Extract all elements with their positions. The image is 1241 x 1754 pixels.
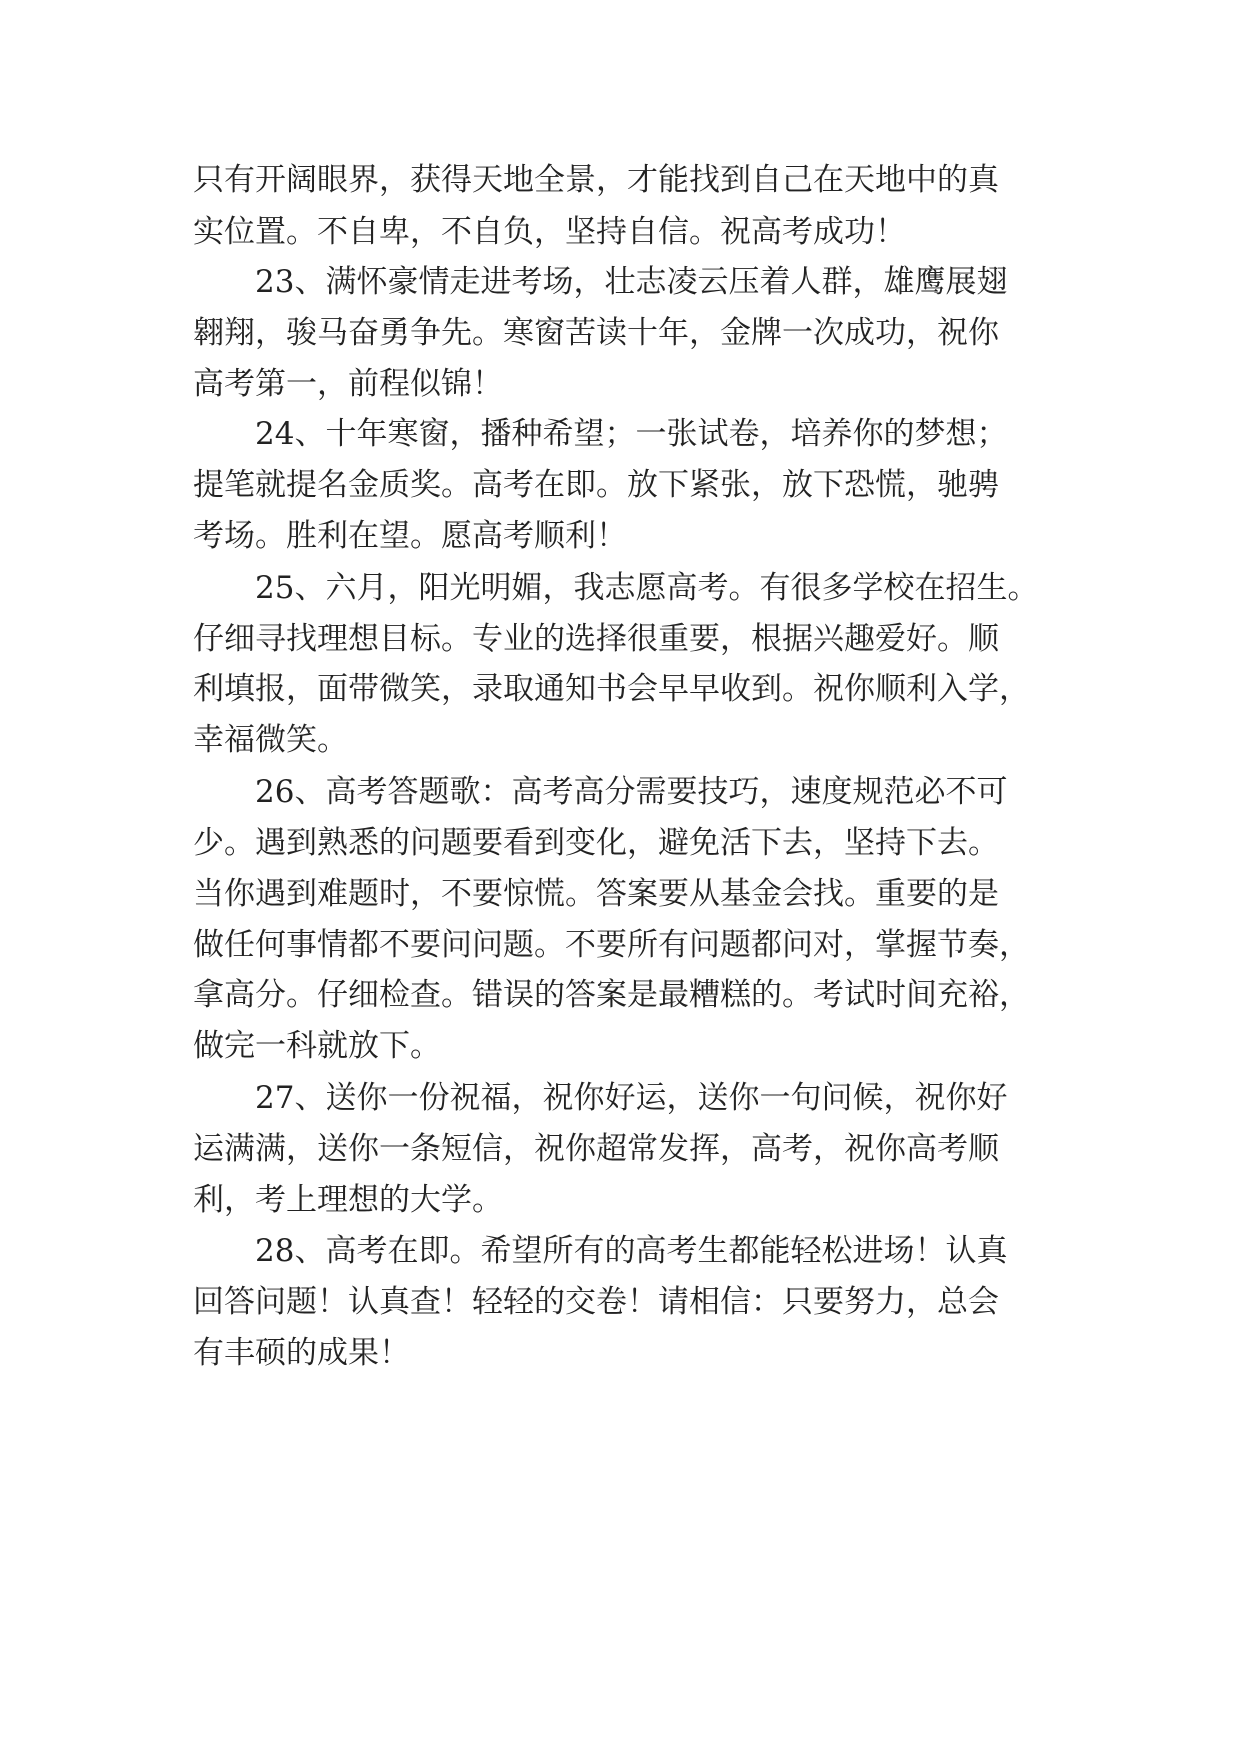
text-line: 提笔就提名金质奖。高考在即。放下紧张，放下恐慌，驰骋	[193, 467, 999, 503]
text-line: 考场。胜利在望。愿高考顺利！	[193, 518, 627, 554]
text-line: 翱翔，骏马奋勇争先。寒窗苦读十年，金牌一次成功，祝你	[193, 315, 999, 351]
text-line: 实位置。不自卑，不自负，坚持自信。祝高考成功！	[193, 214, 906, 250]
paragraph-25-line: 25、六月，阳光明媚，我志愿高考。有很多学校在招生。	[255, 570, 1039, 606]
text-line: 运满满，送你一条短信，祝你超常发挥，高考，祝你高考顺	[193, 1131, 999, 1167]
paragraph-24-line: 24、十年寒窗，播种希望；一张试卷，培养你的梦想；	[255, 416, 1008, 452]
text-line: 做任何事情都不要问问题。不要所有问题都问对，掌握节奏，	[193, 927, 1030, 963]
text-line: 利填报，面带微笑，录取通知书会早早收到。祝你顺利入学，	[193, 671, 1030, 707]
paragraph-28-line: 28、高考在即。希望所有的高考生都能轻松进场！认真	[255, 1233, 1008, 1269]
text-line: 当你遇到难题时，不要惊慌。答案要从基金会找。重要的是	[193, 876, 999, 912]
text-line: 仔细寻找理想目标。专业的选择很重要，根据兴趣爱好。顺	[193, 621, 999, 657]
text-line: 幸福微笑。	[193, 722, 348, 758]
text-line: 少。遇到熟悉的问题要看到变化，避免活下去，坚持下去。	[193, 825, 999, 861]
text-line: 拿高分。仔细检查。错误的答案是最糟糕的。考试时间充裕，	[193, 977, 1030, 1013]
paragraph-27-line: 27、送你一份祝福，祝你好运，送你一句问候，祝你好	[255, 1080, 1008, 1116]
text-line: 只有开阔眼界，获得天地全景，才能找到自己在天地中的真	[193, 162, 999, 198]
text-line: 利，考上理想的大学。	[193, 1182, 503, 1218]
paragraph-23-line: 23、满怀豪情走进考场，壮志凌云压着人群，雄鹰展翅	[255, 264, 1008, 300]
text-line: 回答问题！认真查！轻轻的交卷！请相信：只要努力，总会	[193, 1284, 999, 1320]
text-line: 高考第一，前程似锦！	[193, 366, 503, 402]
text-line: 做完一科就放下。	[193, 1028, 441, 1064]
paragraph-26-line: 26、高考答题歌：高考高分需要技巧，速度规范必不可	[255, 774, 1008, 810]
text-line: 有丰硕的成果！	[193, 1335, 410, 1371]
